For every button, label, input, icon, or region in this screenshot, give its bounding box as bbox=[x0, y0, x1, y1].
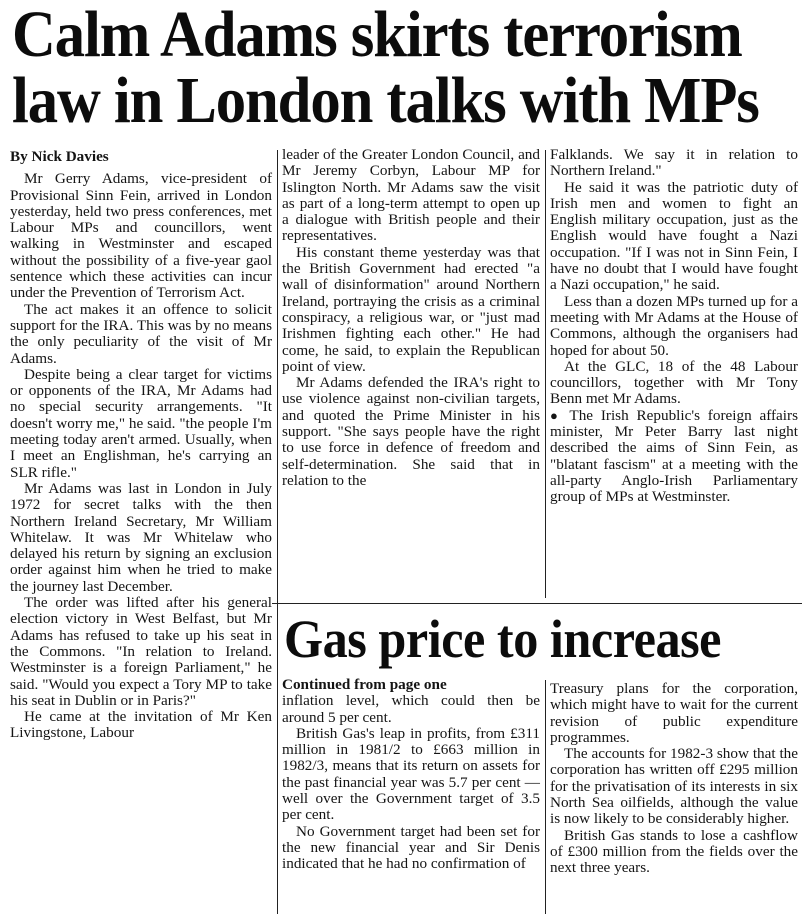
paragraph: Falklands. We say it in relation to Northern Ireland." bbox=[550, 146, 798, 180]
paragraph: Mr Adams defended the IRA's right to use violence against non-civilian targets, and quoted the Prime Minister in his support. "She says people have the right to use force in defence of freedom and self-determination. She said that in relation to the bbox=[282, 374, 540, 489]
bullet-icon: ● bbox=[550, 407, 562, 423]
article-headline bbox=[12, 0, 759, 137]
paragraph: British Gas's leap in profits, from £311 million in 1981/2 to £663 million in 1982/3, means that its return on assets for the past financial year was 5.7 per cent — well over the Government target of 3.5 per cent. bbox=[282, 724, 540, 824]
gas-headline: Gas price to increase bbox=[284, 609, 721, 669]
paragraph bbox=[550, 408, 798, 506]
paragraph: inflation level, which could then be around 5 per cent. bbox=[282, 692, 540, 726]
paragraph: He came at the invitation of Mr Ken Livingstone, Labour bbox=[10, 708, 272, 742]
paragraph: His constant theme yesterday was that the British Government had erected "a wall of disinformation" around Northern Ireland, portraying the crisis as a criminal conspiracy, a religious war, or "just mad Irishmen fighting each other." He had come, he said, to explain the Republican point of view. bbox=[282, 243, 540, 375]
paragraph: Mr Adams was last in London in July 1972 for secret talks with the then Northern Ireland Secretary, Mr William Whitelaw. It was Mr Whitelaw who delayed his return by signing an exclusion order against him when he tried to make the journey last December. bbox=[10, 479, 272, 595]
paragraph: leader of the Greater London Council, and Mr Jeremy Corbyn, Labour MP for Islington North. Mr Adams saw the visit as part of a long-term attempt to open up a dialogue with British people and their representatives. bbox=[282, 146, 540, 245]
paragraph: The order was lifted after his general election victory in West Belfast, but Mr Adams has refused to take up his seat in the Commons. "In relation to Ireland. Westminster is a foreign Parliament," he said. "Would you expect a Tory MP to take his seat in Dublin or in Paris?" bbox=[10, 594, 272, 709]
headline-line-2: law in London talks with MPs bbox=[12, 64, 759, 137]
paragraph: British Gas stands to lose a cashflow of £300 million from the fields over the next three years. bbox=[550, 826, 798, 877]
paragraph: Despite being a clear target for victims or opponents of the IRA, Mr Adams had no special security arrangements. "It doesn't worry me," he said. "the people I'm meeting today aren't armed. Usually, when I meet an Englishman, he's carrying an SLR rifle." bbox=[10, 365, 272, 481]
column-rule bbox=[277, 150, 278, 914]
continued-label: Continued from page one bbox=[282, 676, 447, 693]
byline: By Nick Davies bbox=[10, 148, 109, 165]
paragraph: He said it was the patriotic duty of Irish men and women to fight an English military occupation, just as the English would have fought a Nazi occupation. "If I was not in Sinn Fein, I have no doubt that I would have fought a Nazi occupation," he said. bbox=[550, 178, 798, 294]
bullet-text: The Irish Republic's foreign affairs minister, Mr Peter Barry last night described the aims of Sinn Fein, as "blatant fascism" at a meeting with the all-party Anglo-Irish Parliamentary group of MPs at Westminster. bbox=[550, 406, 798, 506]
paragraph: Treasury plans for the corporation, which might have to wait for the current revision of public expenditure programmes. bbox=[550, 680, 798, 746]
paragraph: The act makes it an offence to solicit support for the IRA. This was by no means the only peculiarity of the visit of Mr Adams. bbox=[10, 300, 272, 367]
section-rule bbox=[272, 603, 802, 604]
gas-column-1 bbox=[282, 677, 540, 873]
column-rule bbox=[545, 150, 546, 598]
article-column-3 bbox=[550, 147, 798, 506]
paragraph: Less than a dozen MPs turned up for a meeting with Mr Adams at the House of Commons, although the organisers had hoped for about 50. bbox=[550, 292, 798, 359]
gas-column-2 bbox=[550, 681, 798, 877]
paragraph: Mr Gerry Adams, vice-president of Provisional Sinn Fein, arrived in London yesterday, held two press conferences, met Labour MPs and councillors, went walking in Westminster and escaped without the possibility of a five-year gaol sentence which these activities can incur under the Prevention of Terrorism Act. bbox=[10, 170, 272, 302]
headline-line-1: Calm Adams skirts terrorism bbox=[12, 0, 742, 71]
paragraph: At the GLC, 18 of the 48 Labour councillors, together with Mr Tony Benn met Mr Adams. bbox=[550, 357, 798, 408]
article-column-2 bbox=[282, 147, 540, 489]
paragraph: No Government target had been set for the new financial year and Sir Denis indicated that he had no confirmation of bbox=[282, 822, 540, 873]
paragraph: The accounts for 1982-3 show that the corporation has written off £295 million for the privatisation of its interests in six North Sea oilfields, although the value is now likely to be considerably higher. bbox=[550, 745, 798, 828]
article-column-1 bbox=[10, 149, 272, 742]
column-rule bbox=[545, 680, 546, 914]
